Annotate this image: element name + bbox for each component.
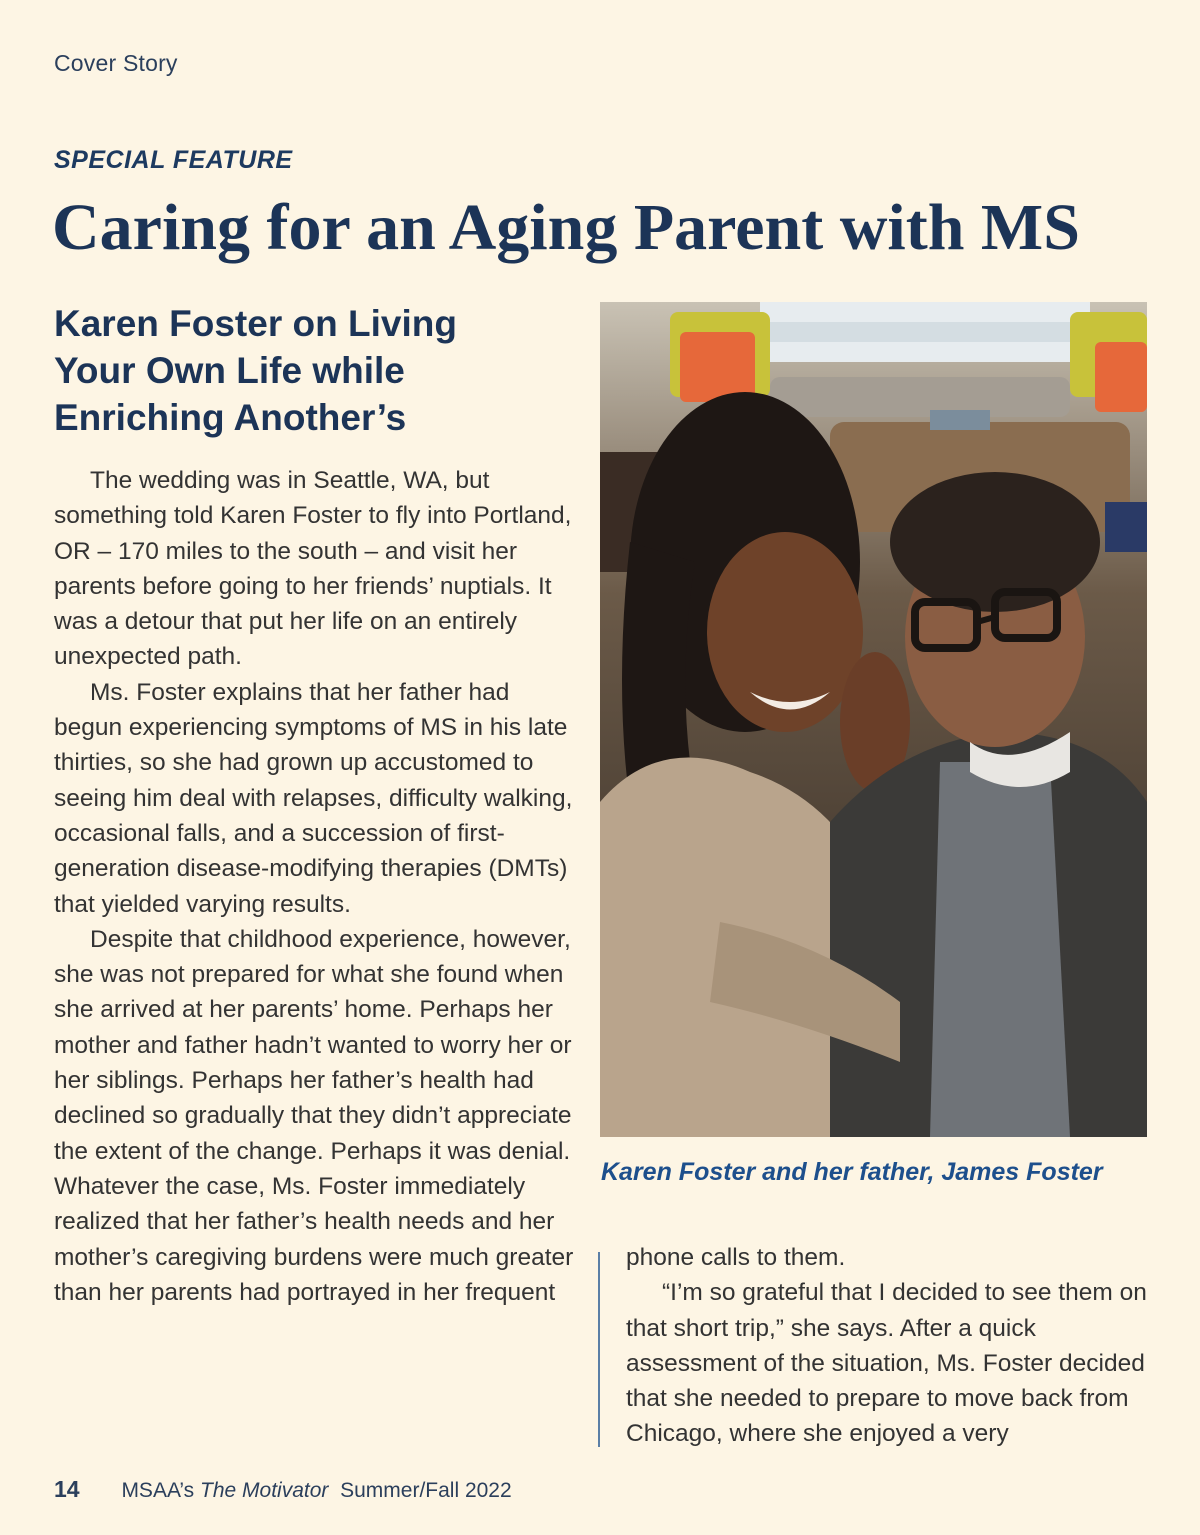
paragraph: The wedding was in Seattle, WA, but something told Karen Foster to fly into Portland, OR – 170 miles to the south – and visit her parents before going to her friends’ nuptials. It was a detour that put her life on an entirely unexpected path. [54,467,572,671]
publisher: MSAA’s [121,1479,195,1502]
issue: Summer/Fall 2022 [340,1479,512,1502]
article-photo [600,302,1147,1137]
article-kicker: SPECIAL FEATURE [54,146,293,174]
paragraph: “I’m so grateful that I decided to see them on that short trip,” she says. After a quick assessment of the situation, Ms. Foster decided that she needed to prepare to move back from Chicago, where she enjoyed a very [626,1279,1147,1448]
page-footer [54,1476,512,1503]
article-subtitle: Karen Foster on Living Your Own Life while Enriching Another’s [54,303,457,438]
paragraph: Ms. Foster explains that her father had begun experiencing symptoms of MS in his late thirties, so she had grown up accustomed to seeing him deal with relapses, difficulty walking, occasional falls, and a succession of first-generation disease-modifying therapies (DMTs) that yielded varying results. [54,678,573,918]
article-title: Caring for an Aging Parent with MS [52,191,1080,264]
paragraph: phone calls to them. [626,1244,846,1271]
publication-info [121,1479,511,1502]
column-rule [598,1252,600,1447]
magazine-name: The Motivator [200,1479,329,1502]
article-body-right [626,1240,1156,1452]
article-body-left [54,463,574,1310]
section-label: Cover Story [54,50,178,76]
page-number: 14 [54,1476,80,1502]
paragraph: Despite that childhood experience, however, she was not prepared for what she found when she arrived at her parents’ home. Perhaps her mother and father hadn’t wanted to worry her or her siblings. Perhaps her father’s health had declined so gradually that they didn’t appreciate the extent of the change. Perhaps it was denial. Whatever the case, Ms. Foster immediately realized that her father’s health needs and her mother’s caregiving burdens were much greater than her parents had portrayed in her frequent [54,925,574,1306]
photo-caption: Karen Foster and her father, James Foster [601,1158,1103,1186]
